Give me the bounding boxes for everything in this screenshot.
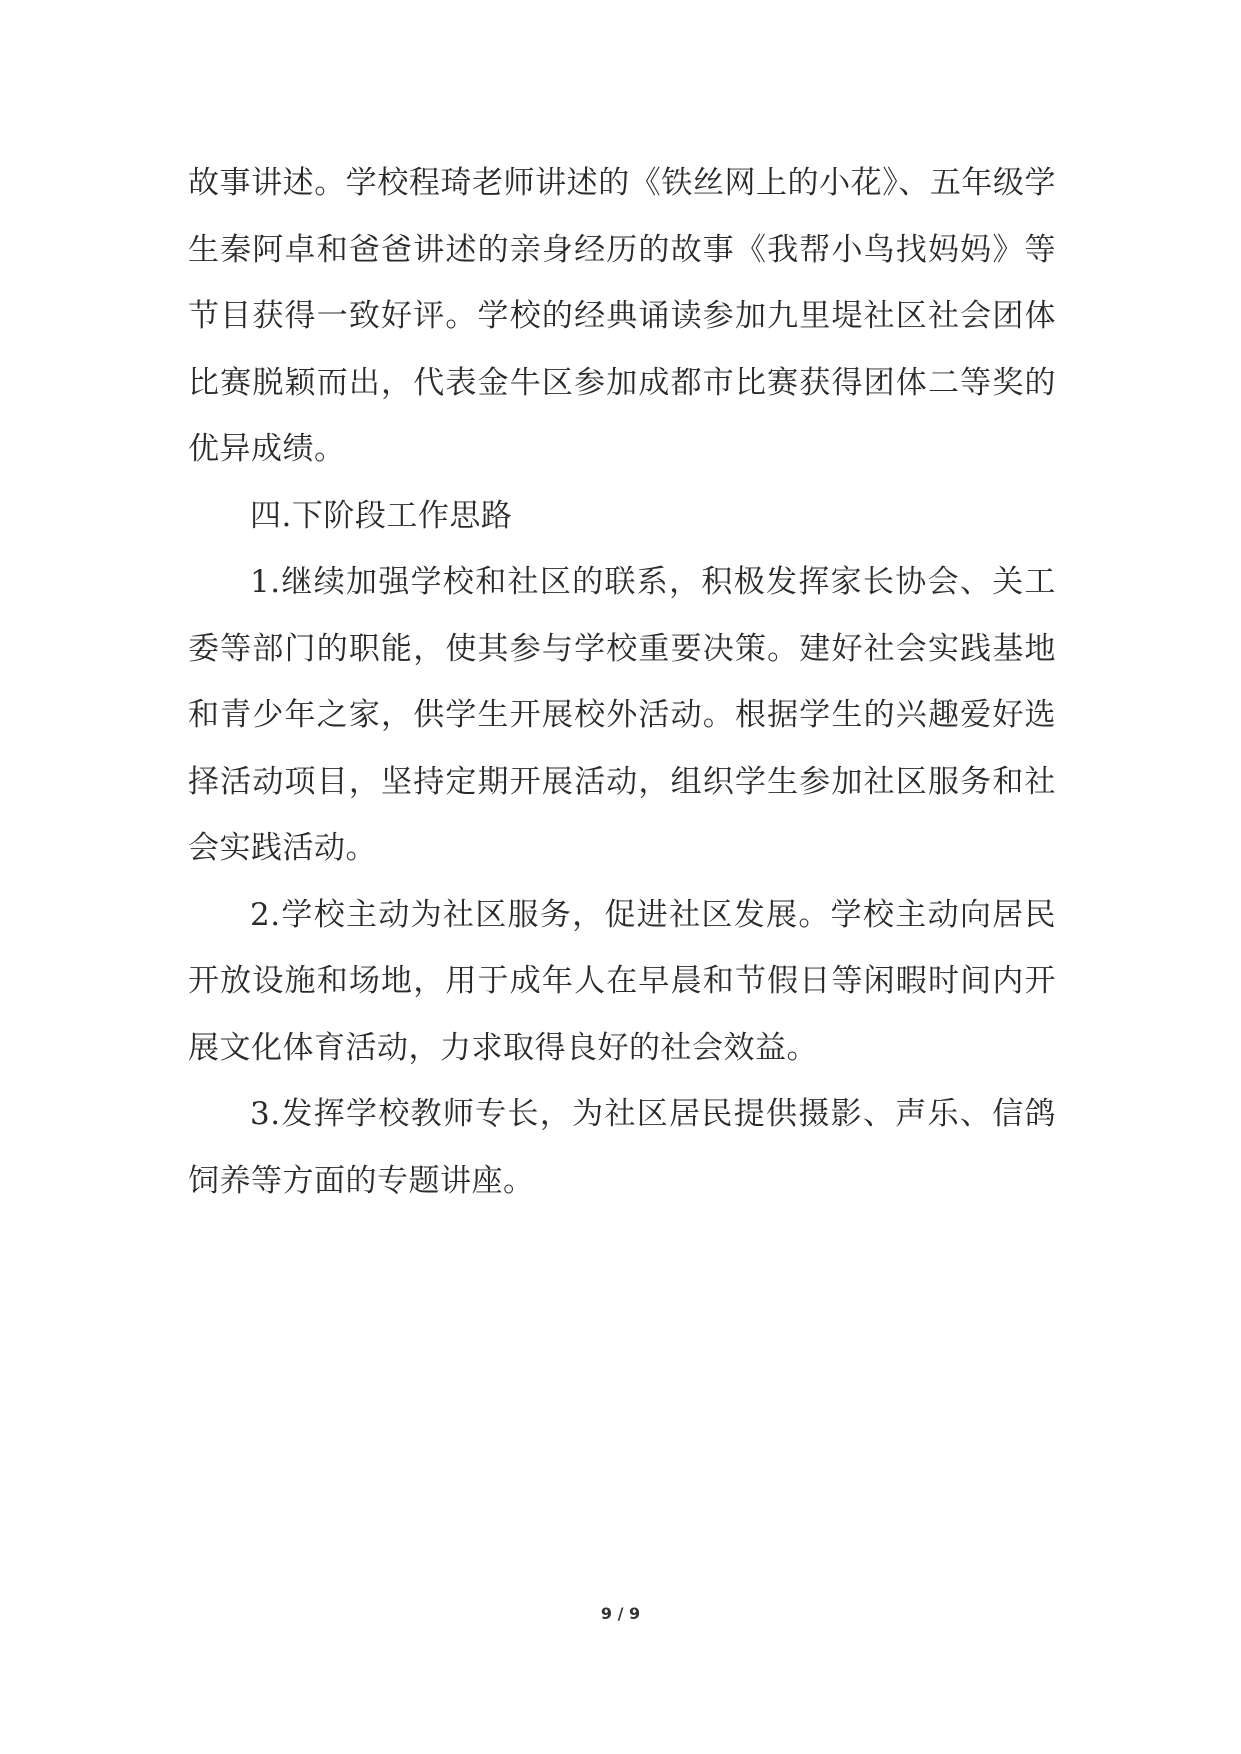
paragraph-item-2: 2.学校主动为社区服务，促进社区发展。学校主动向居民开放设施和场地，用于成年人在早晨和节假日等闲暇时间内开展文化体育活动，力求取得良好的社会效益。 [188, 896, 1056, 1066]
section-heading: 四.下阶段工作思路 [250, 497, 513, 534]
paragraph-continuation: 故事讲述。学校程琦老师讲述的《铁丝网上的小花》、五年级学生秦阿卓和爸爸讲述的亲身经历的故事《我帮小鸟找妈妈》等节目获得一致好评。学校的经典诵读参加九里堤社区社会团体比赛脱颖而出，代表金牛区参加成都市比赛获得团体二等奖的优异成绩。 [188, 165, 1056, 467]
paragraph-item-1: 1.继续加强学校和社区的联系，积极发挥家长协会、关工委等部门的职能，使其参与学校重要决策。建好社会实践基地和青少年之家，供学生开展校外活动。根据学生的兴趣爱好选择活动项目，坚持定期开展活动，组织学生参加社区服务和社会实践活动。 [188, 564, 1056, 866]
document-body [188, 150, 1056, 1214]
page-number: 9 / 9 [600, 1604, 641, 1623]
paragraph-item-3: 3.发挥学校教师专长，为社区居民提供摄影、声乐、信鸽饲养等方面的专题讲座。 [188, 1096, 1056, 1199]
